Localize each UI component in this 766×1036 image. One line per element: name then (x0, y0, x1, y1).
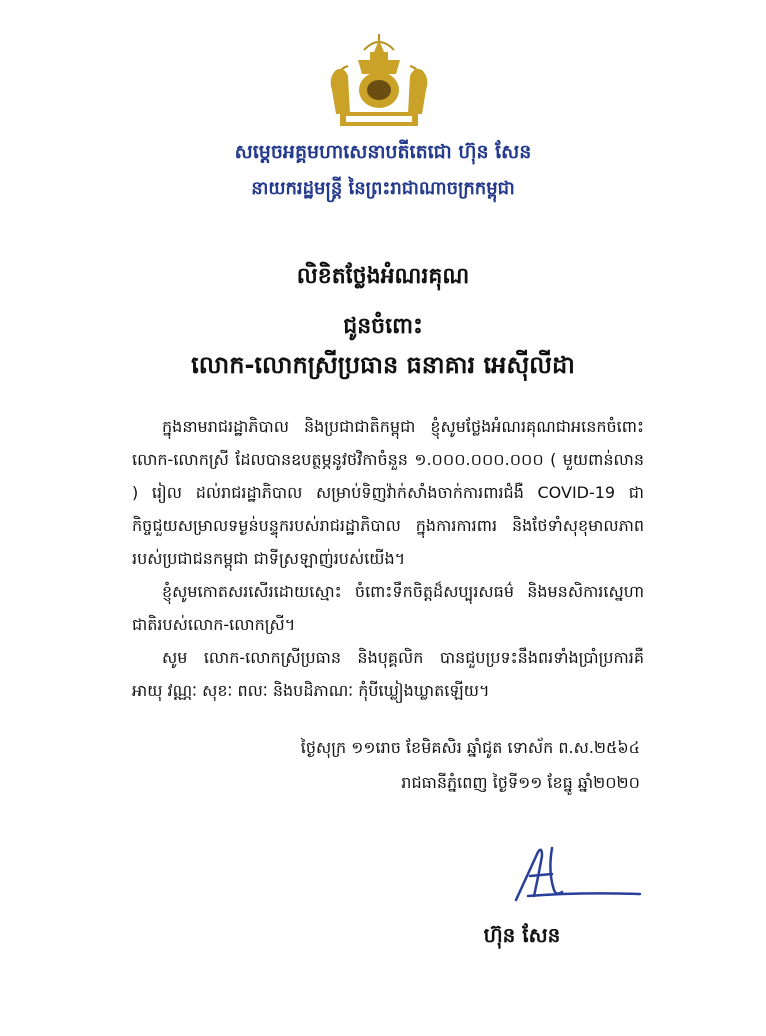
signatory-name: ហ៊ុន សែន (483, 923, 561, 947)
body-paragraph-2: ខ្ញុំសូមកោតសរសើរដោយស្មោះ ចំពោះទឹកចិត្តដ៏សប្បុរសធម៌ និងមនសិការស្នេហាជាតិរបស់លោក-លោកស្រី។ (132, 582, 644, 634)
letter-body (132, 410, 644, 707)
body-paragraph-1: ក្នុងនាមរាជរដ្ឋាភិបាល និងប្រជាជាតិកម្ពុជា ខ្ញុំសូមថ្លែងអំណរគុណជាអនេកចំពោះ លោក-លោកស្រី ដែលបានឧបត្ថម្ភនូវថវិកាចំនួន ១.០០០.០០០.០០០ ( មួយពាន់លាន ) រៀល ដល់រាជរដ្ឋាភិបាល សម្រាប់ទិញវ៉ាក់សាំងចាក់ការពារជំងឺ COVID-19 ជាកិច្ចជួយសម្រាលទម្ងន់បន្ទុករបស់រាជរដ្ឋាភិបាល ក្នុងការការពារ និងថែទាំសុខុមាលភាពរបស់ប្រជាជនកម្ពុជា ជាទីស្រឡាញ់របស់យើង។ (132, 417, 644, 568)
letter-recipient: លោក-លោកស្រីប្រធាន ធនាគារ អេស៊ីលីដា (191, 351, 575, 379)
body-paragraph-3: សូម លោក-លោកស្រីប្រធាន និងបុគ្គលិក បានជួបប្រទះនឹងពរទាំងប្រាំប្រការគឺ អាយុ វណ្ណៈ សុខៈ ពលៈ និងបដិភាណៈ កុំបីឃ្លៀងឃ្លាតឡើយ។ (132, 648, 644, 700)
sender-title: នាយករដ្ឋមន្ត្រី នៃព្រះរាជាណាចក្រកម្ពុជា (251, 178, 515, 199)
letter-title: លិខិតថ្លែងអំណរគុណ (296, 264, 470, 289)
royal-emblem (318, 30, 440, 134)
place-and-date: រាជធានីភ្នំពេញ ថ្ងៃទី១១ ខែធ្នូ ឆ្នាំ២០២០ (401, 773, 640, 792)
handwritten-signature (508, 838, 648, 908)
sender-name: សម្ដេចអគ្គមហាសេនាបតីតេជោ ហ៊ុន សែន (234, 141, 532, 163)
lunar-date: ថ្ងៃសុក្រ ១១រោច ខែមិគសិរ ឆ្នាំជូត ទោស័ក ព.ស.២៥៦៤ (300, 738, 640, 757)
letter-addressed-to: ជូនចំពោះ (343, 314, 423, 339)
